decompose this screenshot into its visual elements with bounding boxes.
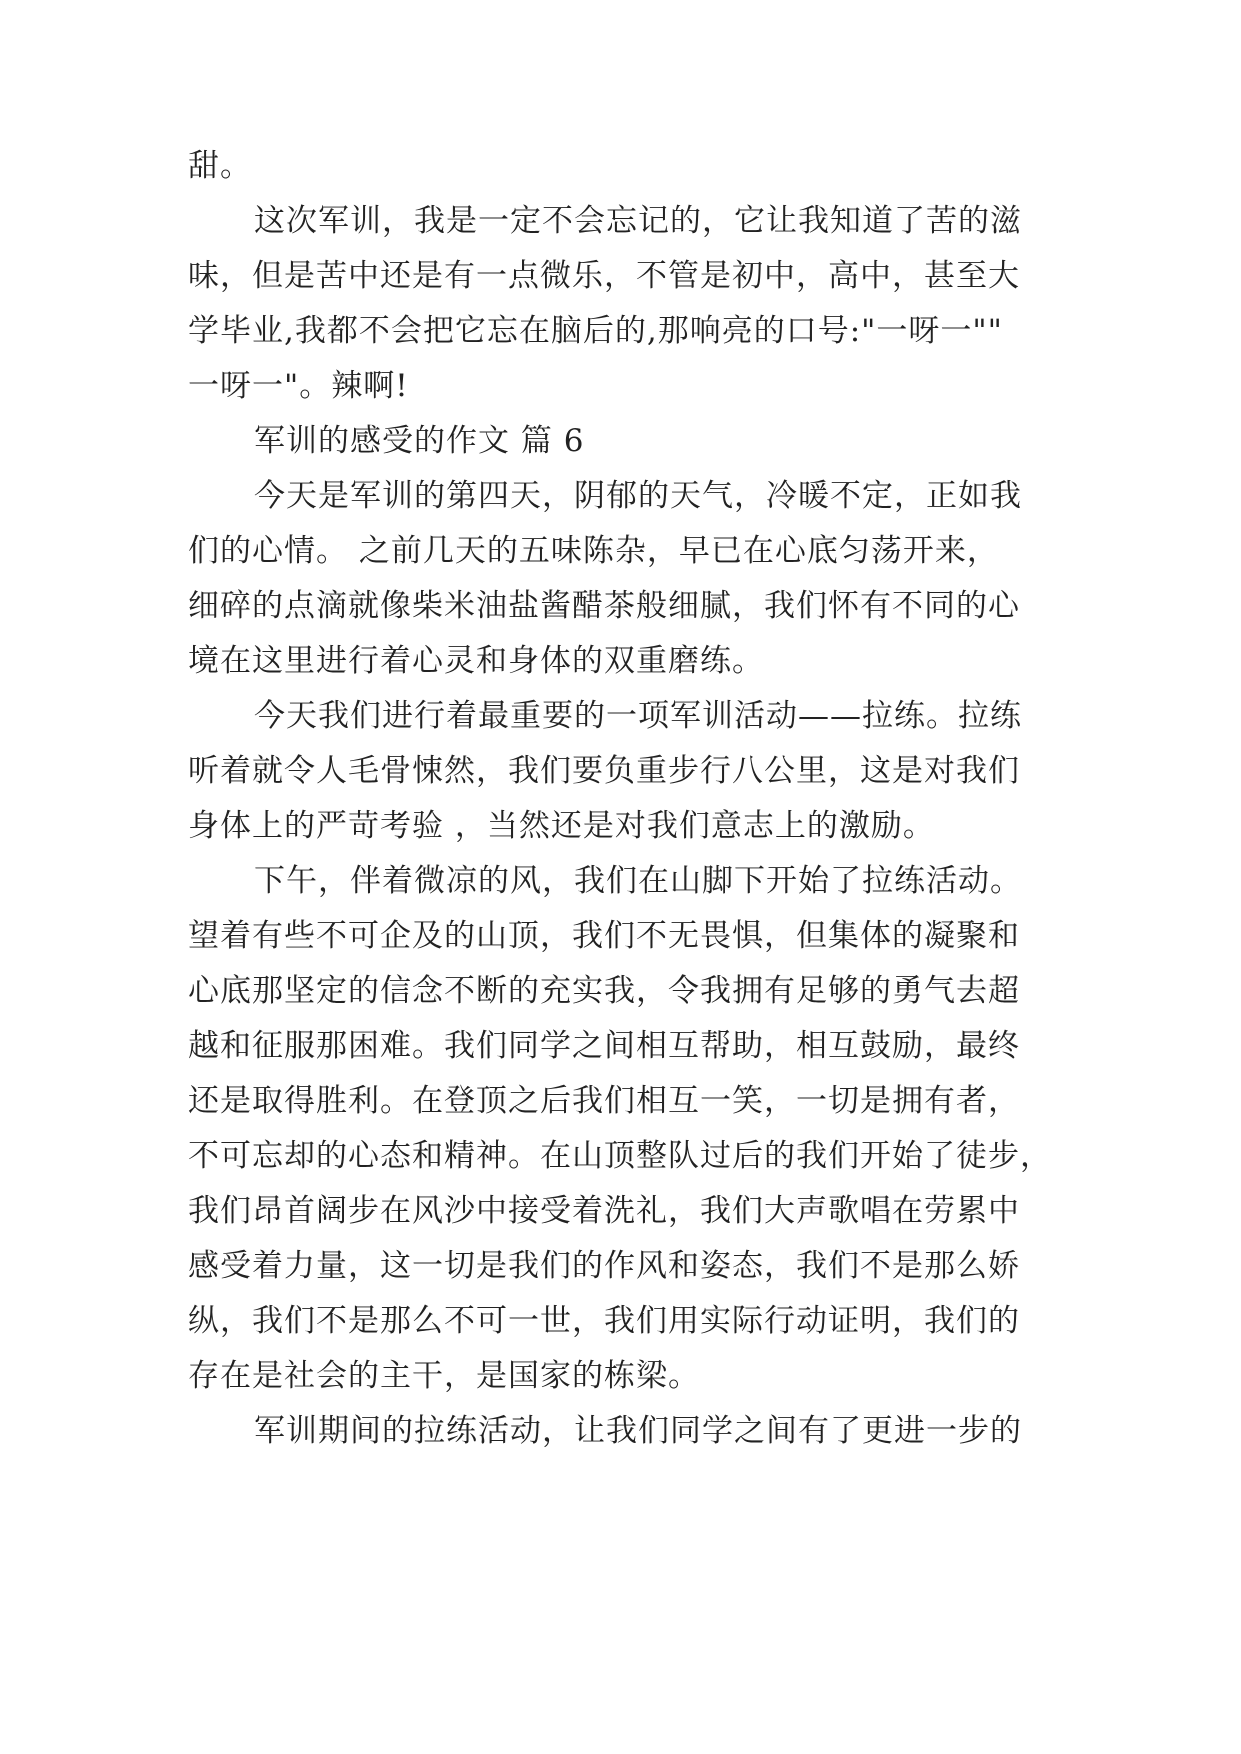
text-line: 纵，我们不是那么不可一世，我们用实际行动证明，我们的: [188, 1303, 1020, 1339]
text-line: 学毕业,我都不会把它忘在脑后的,那响亮的口号:"一呀一"": [188, 313, 1003, 349]
text-line: 今天是军训的第四天，阴郁的天气，冷暖不定，正如我: [254, 478, 1022, 514]
text-line: 我们昂首阔步在风沙中接受着洗礼，我们大声歌唱在劳累中: [188, 1193, 1020, 1229]
section-heading: 军训的感受的作文 篇 6: [254, 423, 585, 459]
text-line: 听着就令人毛骨悚然，我们要负重步行八公里，这是对我们: [188, 753, 1020, 789]
text-line: 身体上的严苛考验 ，当然还是对我们意志上的激励。: [188, 808, 935, 844]
text-line: 细碎的点滴就像柴米油盐酱醋茶般细腻，我们怀有不同的心: [188, 588, 1020, 624]
text-line: 望着有些不可企及的山顶，我们不无畏惧，但集体的凝聚和: [188, 918, 1020, 954]
text-line: 甜。: [188, 148, 252, 184]
text-line: 越和征服那困难。我们同学之间相互帮助，相互鼓励，最终: [188, 1028, 1020, 1064]
text-line: 境在这里进行着心灵和身体的双重磨练。: [188, 643, 764, 679]
text-line: 一呀一"。辣啊!: [188, 368, 409, 404]
text-line: 不可忘却的心态和精神。在山顶整队过后的我们开始了徒步，: [188, 1138, 1052, 1174]
text-line: 味，但是苦中还是有一点微乐，不管是初中，高中，甚至大: [188, 258, 1020, 294]
text-line: 今天我们进行着最重要的一项军训活动——拉练。拉练: [254, 698, 1022, 734]
text-line: 感受着力量，这一切是我们的作风和姿态，我们不是那么娇: [188, 1248, 1020, 1284]
text-line: 心底那坚定的信念不断的充实我，令我拥有足够的勇气去超: [188, 973, 1020, 1009]
text-line: 这次军训，我是一定不会忘记的，它让我知道了苦的滋: [254, 203, 1022, 239]
text-line: 们的心情。 之前几天的五味陈杂，早已在心底匀荡开来，: [188, 533, 999, 569]
text-line: 还是取得胜利。在登顶之后我们相互一笑，一切是拥有者，: [188, 1083, 1020, 1119]
text-line: 下午，伴着微凉的风，我们在山脚下开始了拉练活动。: [254, 863, 1022, 899]
text-line: 军训期间的拉练活动，让我们同学之间有了更进一步的: [254, 1413, 1022, 1449]
text-line: 存在是社会的主干，是国家的栋梁。: [188, 1358, 700, 1394]
